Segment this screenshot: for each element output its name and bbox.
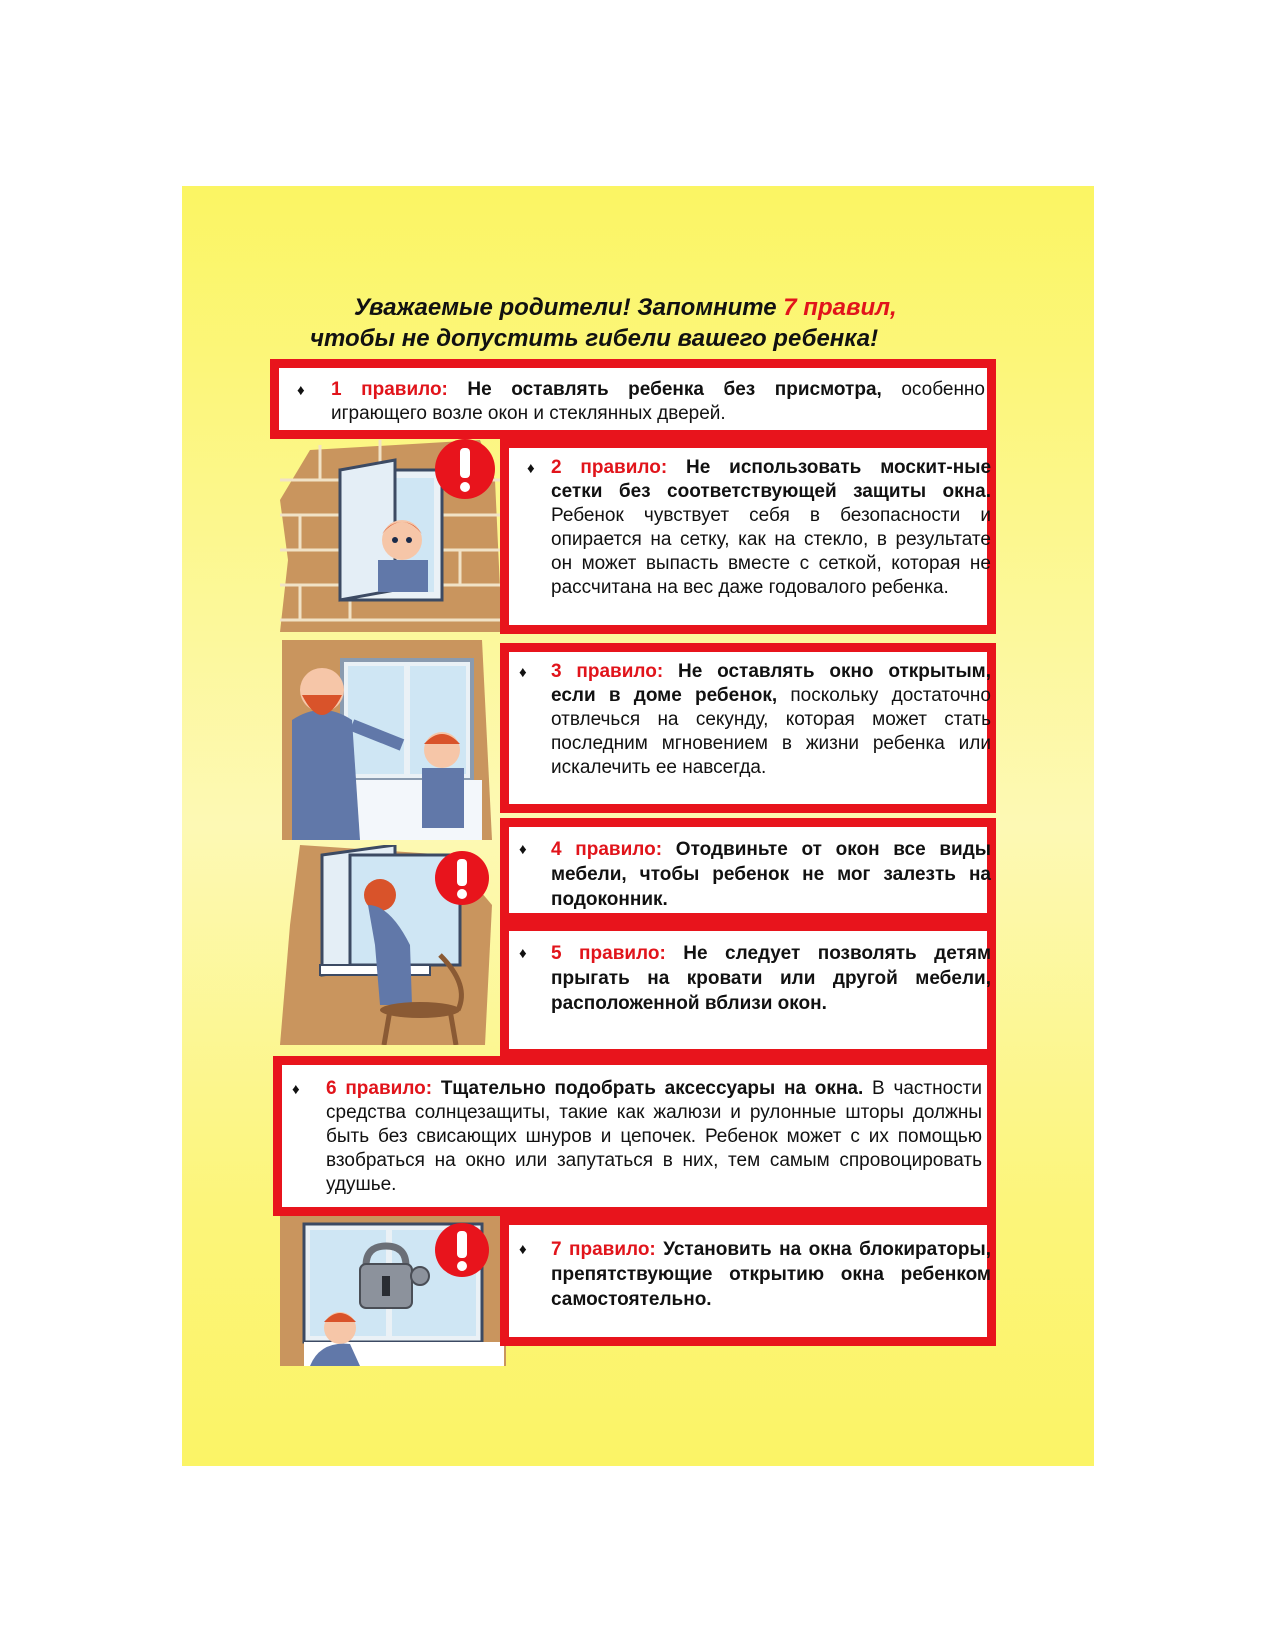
rule-7-text: 7 правило: Установить на окна блокираторы, препятствующие открытию окна ребенком самостоятельно.	[551, 1239, 992, 1310]
title-highlight: 7 правил,	[783, 294, 897, 321]
warning-icon	[434, 1222, 490, 1278]
warning-icon	[434, 850, 490, 906]
rule-2-box	[500, 439, 996, 634]
rule-3-box	[500, 643, 996, 813]
rule-6-text: 6 правило: Тщательно подобрать аксессуары на окна. В частности средства солнцезащиты, такие как жалюзи и рулонные шторы должны быть без свисающих шнуров и цепочек. Ребенок может с их помощью взобраться на окно или запутаться в них, тем самым спровоцировать удушье.	[326, 1078, 982, 1195]
rule-4-text: 4 правило: Отодвиньте от окон все виды мебели, чтобы ребенок не мог залезть на подоконник.	[551, 839, 992, 910]
rule-1-box	[270, 359, 996, 439]
rule-5-text: 5 правило: Не следует позволять детям прыгать на кровати или другой мебели, расположенной вблизи окон.	[551, 943, 991, 1014]
bullet-icon: ♦	[519, 1241, 527, 1258]
bullet-icon: ♦	[292, 1081, 300, 1098]
page-title	[310, 292, 1030, 354]
bullet-icon: ♦	[297, 382, 305, 399]
bullet-icon: ♦	[527, 460, 535, 477]
rule-1-text: 1 правило: Не оставлять ребенка без присмотра, особенно играющего возле окон и стеклянных дверей.	[331, 379, 985, 424]
rule-6-box	[273, 1056, 996, 1216]
rule-4-box	[500, 818, 996, 922]
bullet-icon: ♦	[519, 945, 527, 962]
rule-2-text: 2 правило: Не использовать москит-ные сетки без соответствующей защиты окна. Ребенок чувствует себя в безопасности и опирается на сетку, как на стекло, в результате он может выпасть вместе с сеткой, которая не рассчитана на вес даже годовалого ребенка.	[551, 457, 992, 598]
title-part2: чтобы не допустить гибели вашего ребенка!	[310, 325, 879, 352]
rule-3-text: 3 правило: Не оставлять окно открытым, если в доме ребенок, поскольку достаточно отвлечься на секунду, которая может стать последним мгновением в жизни ребенка или искалечить ее навсегда.	[551, 661, 992, 778]
rule-7-box	[500, 1216, 996, 1346]
bullet-icon: ♦	[519, 841, 527, 858]
title-part1: Уважаемые родители! Запомните	[354, 294, 784, 321]
bullet-icon: ♦	[519, 664, 527, 681]
rule-5-box	[500, 922, 996, 1058]
warning-icon	[434, 438, 496, 500]
illustration-father-and-child	[282, 640, 492, 840]
